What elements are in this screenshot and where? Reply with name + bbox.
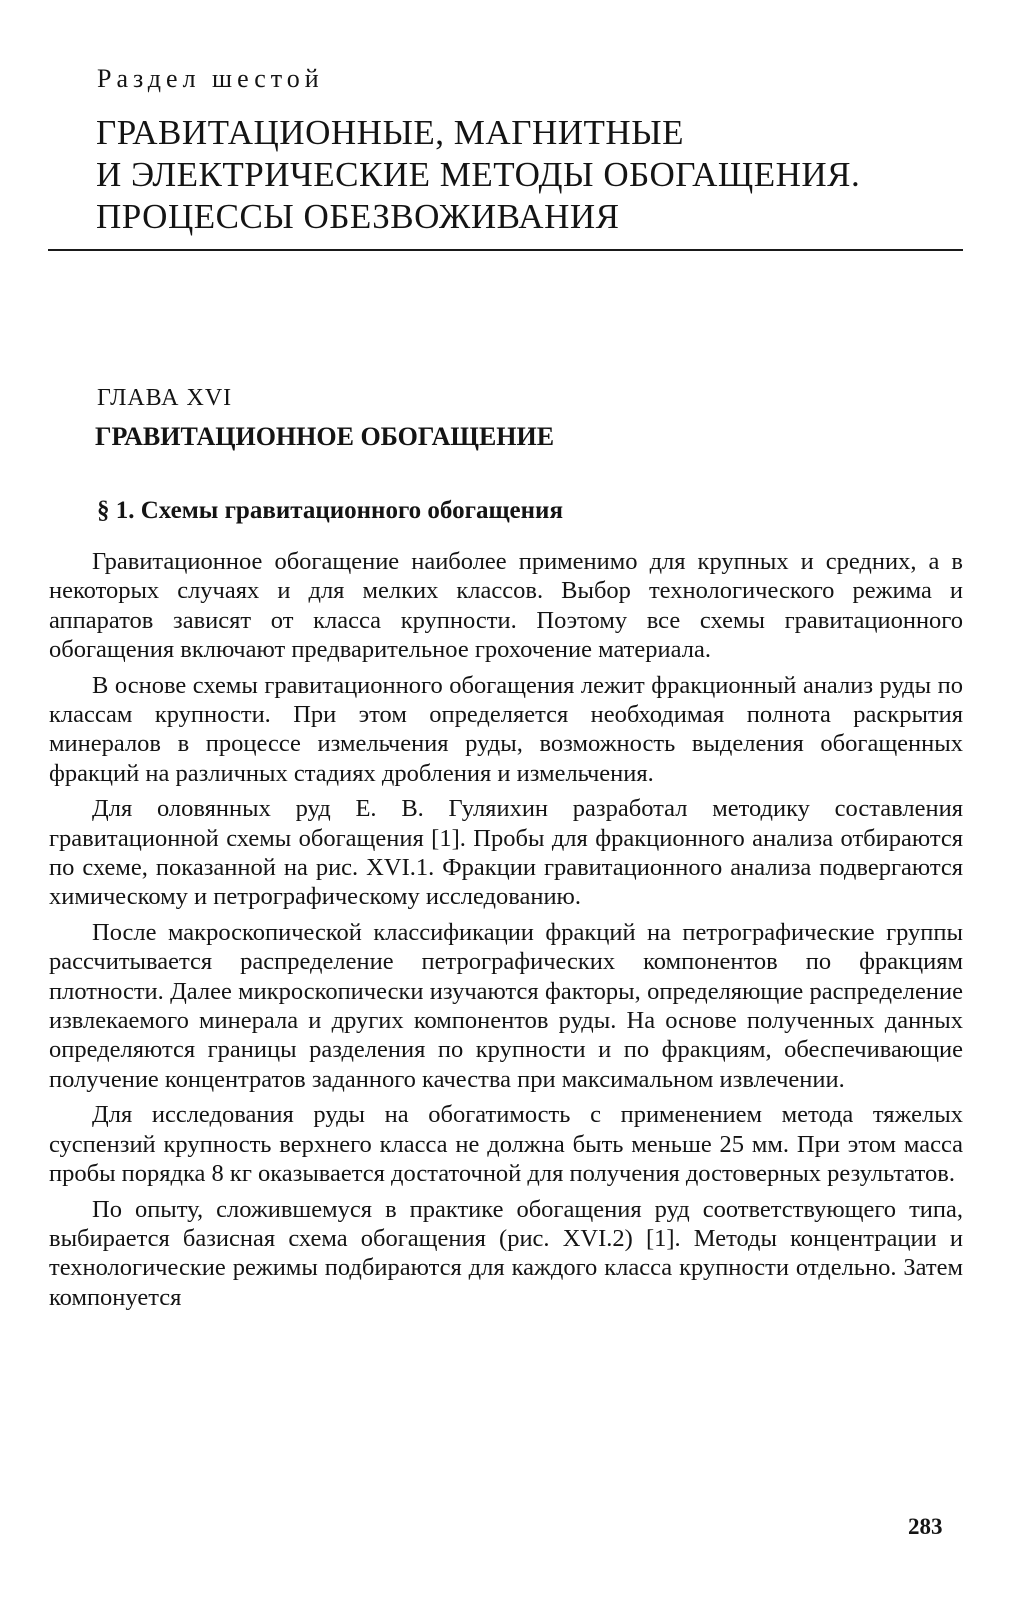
body-paragraph: Гравитационное обогащение наиболее применимо для крупных и средних, а в некоторых случаях и для мелких классов. Выбор технологического режима и аппаратов зависят от класса крупности. Поэтому все схемы гравитационного обогащения включают предварительное грохочение материала. <box>49 548 963 663</box>
body-paragraph: Для оловянных руд Е. В. Гуляихин разработал методику составления гравитационной схемы обогащения [1]. Пробы для фракционного анализа отбираются по схеме, показанной на рис. XVI.1. Фракции гравитационного анализа подвергаются химическому и петрографическому исследованию. <box>49 795 963 911</box>
paragraph-heading: § 1. Схемы гравитационного обогащения <box>97 497 563 524</box>
body-paragraph: После макроскопической классификации фракций на петрографические группы рассчитывается распределение петрографических компонентов по фракциям плотности. Далее микроскопически изучаются факторы, определяющие распределение извлекаемого минерала и других компонентов руды. На основе полученных данных определяются границы разделения по крупности и по фракциям, обеспечивающие получение концентратов заданного качества при максимальном извлечении. <box>49 919 963 1093</box>
chapter-number: ГЛАВА XVI <box>97 385 233 411</box>
section-title <box>96 112 976 238</box>
section-title-line: И ЭЛЕКТРИЧЕСКИЕ МЕТОДЫ ОБОГАЩЕНИЯ. <box>96 155 861 194</box>
title-divider <box>48 249 963 251</box>
body-paragraph: По опыту, сложившемуся в практике обогащения руд соответствующего типа, выбирается базисная схема обогащения (рис. XVI.2) [1]. Методы концентрации и технологические режимы подбираются для каждого класса крупности отдельно. Затем компонуется <box>49 1195 963 1311</box>
section-title-line: ПРОЦЕССЫ ОБЕЗВОЖИВАНИЯ <box>96 197 620 236</box>
section-label: Раздел шестой <box>97 64 324 93</box>
body-text <box>49 547 963 1318</box>
body-paragraph: В основе схемы гравитационного обогащения лежит фракционный анализ руды по классам крупности. При этом определяется необходимая полнота раскрытия минералов в процессе измельчения руды, возможность выделения обогащенных фракций на различных стадиях дробления и измельчения. <box>49 671 963 787</box>
chapter-title: ГРАВИТАЦИОННОЕ ОБОГАЩЕНИЕ <box>95 422 555 451</box>
page-number: 283 <box>908 1514 943 1539</box>
body-paragraph: Для исследования руды на обогатимость с применением метода тяжелых суспензий крупность верхнего класса не должна быть меньше 25 мм. При этом масса пробы порядка 8 кг оказывается достаточной для получения достоверных результатов. <box>49 1101 963 1187</box>
section-title-line: ГРАВИТАЦИОННЫЕ, МАГНИТНЫЕ <box>96 113 685 152</box>
